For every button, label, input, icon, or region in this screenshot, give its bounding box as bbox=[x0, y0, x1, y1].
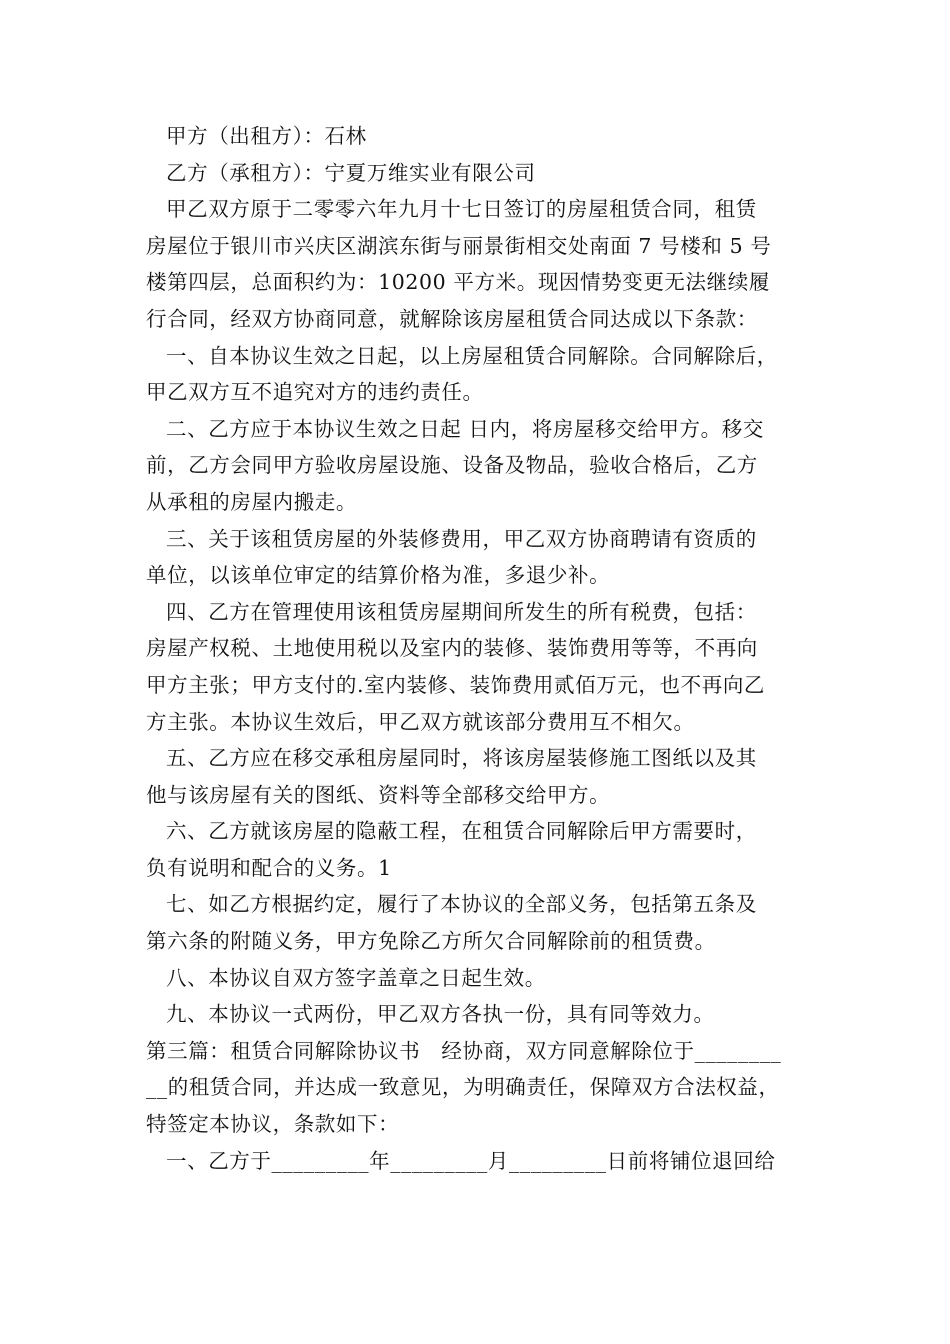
part-3-line-3: 特签定本协议，条款如下： bbox=[146, 1112, 400, 1137]
clause-1-line-1: 一、自本协议生效之日起，以上房屋租赁合同解除。合同解除后， bbox=[166, 343, 778, 368]
intro-line-4: 行合同，经双方协商同意，就解除该房屋租赁合同达成以下条款： bbox=[146, 306, 758, 331]
clause-4-line-2: 房屋产权税、土地使用税以及室内的装修、装饰费用等等，不再向 bbox=[146, 636, 758, 661]
clause-2-line-1: 二、乙方应于本协议生效之日起 日内，将房屋移交给甲方。移交 bbox=[166, 416, 764, 441]
document-body bbox=[146, 118, 810, 1179]
part-3-line-2: __的租赁合同，并达成一致意见，为明确责任，保障双方合法权益， bbox=[146, 1075, 780, 1100]
party-b-line: 乙方（承租方）：宁夏万维实业有限公司 bbox=[166, 160, 536, 185]
party-a-line: 甲方（出租方）：石林 bbox=[166, 124, 367, 148]
clause-3-line-1: 三、关于该租赁房屋的外装修费用，甲乙双方协商聘请有资质的 bbox=[166, 526, 757, 551]
clause-4-line-1: 四、乙方在管理使用该租赁房屋期间所发生的所有税费，包括： bbox=[166, 599, 757, 624]
clause-4-line-3: 甲方主张；甲方支付的.室内装修、装饰费用贰佰万元，也不再向乙 bbox=[146, 672, 766, 697]
clause-5-line-2: 他与该房屋有关的图纸、资料等全部移交给甲方。 bbox=[146, 782, 611, 807]
clause-5-line-1: 五、乙方应在移交承租房屋同时，将该房屋装修施工图纸以及其 bbox=[166, 746, 757, 771]
intro-line-1: 甲乙双方原于二零零六年九月十七日签订的房屋租赁合同，租赁 bbox=[166, 197, 757, 222]
clause-2-line-3: 从承租的房屋内搬走。 bbox=[146, 489, 357, 514]
clause-7-line-2: 第六条的附随义务，甲方免除乙方所欠合同解除前的租赁费。 bbox=[146, 929, 716, 954]
clause-6-line-2: 负有说明和配合的义务。1 bbox=[146, 855, 392, 880]
clause-6-line-1: 六、乙方就该房屋的隐蔽工程，在租赁合同解除后甲方需要时， bbox=[166, 819, 757, 844]
clause-7-line-1: 七、如乙方根据约定，履行了本协议的全部义务，包括第五条及 bbox=[166, 892, 757, 917]
clause-3-line-2: 单位，以该单位审定的结算价格为准，多退少补。 bbox=[146, 563, 611, 588]
clause-1-line-2: 甲乙双方互不追究对方的违约责任。 bbox=[146, 380, 484, 405]
part-3-line-1: 第三篇：租赁合同解除协议书 经协商，双方同意解除位于________ bbox=[146, 1038, 782, 1063]
clause-4-line-4: 方主张。本协议生效后，甲乙双方就该部分费用互不相欠。 bbox=[146, 709, 695, 734]
clause-9-line: 九、本协议一式两份，甲乙双方各执一份，具有同等效力。 bbox=[166, 1002, 715, 1027]
part-3-clause-1-line: 一、乙方于_________年_________月_________日前将铺位退回给 bbox=[166, 1148, 776, 1173]
clause-8-line: 八、本协议自双方签字盖章之日起生效。 bbox=[166, 965, 546, 990]
intro-line-2: 房屋位于银川市兴庆区湖滨东街与丽景街相交处南面 7 号楼和 5 号 bbox=[146, 233, 772, 258]
intro-line-3: 楼第四层，总面积约为：10200 平方米。现因情势变更无法继续履 bbox=[146, 270, 770, 295]
clause-2-line-2: 前，乙方会同甲方验收房屋设施、设备及物品，验收合格后，乙方 bbox=[146, 453, 758, 478]
